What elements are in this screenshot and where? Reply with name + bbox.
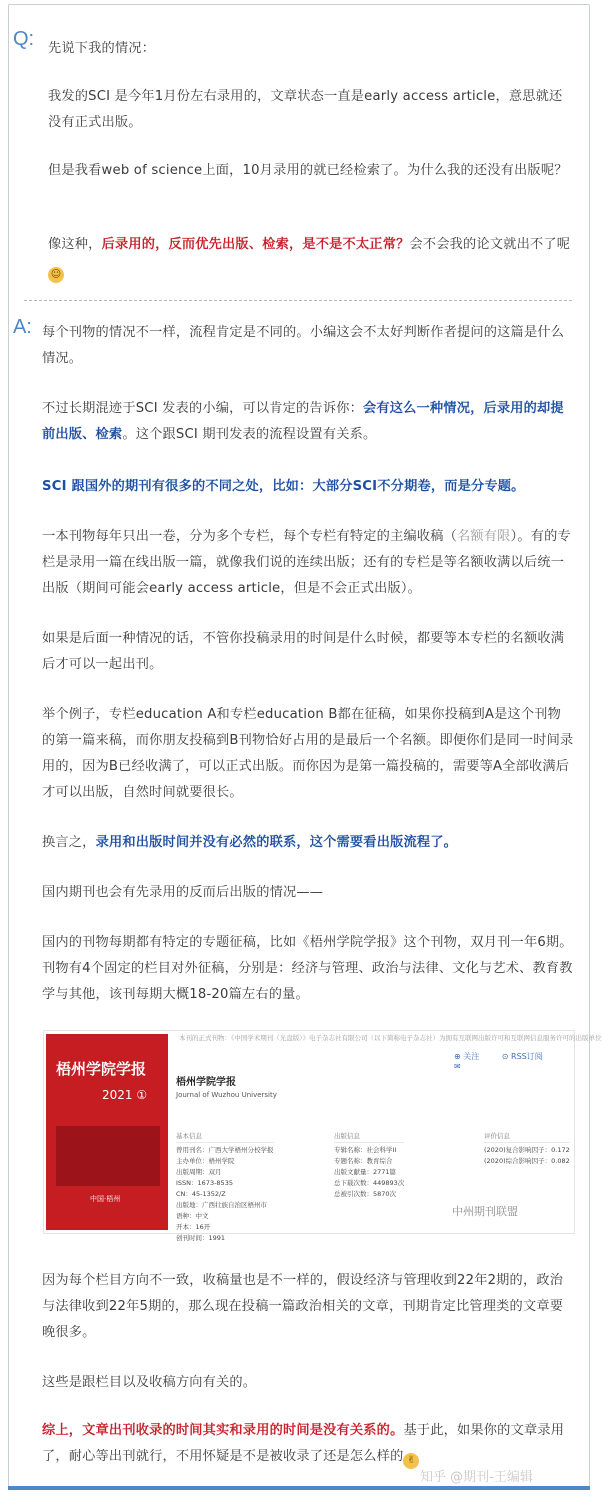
answer-paragraph-12: 综上，文章出刊收录的时间其实和录用的时间是没有关系的。基于此，如果你的文章录用了，耐心等出刊就行，不用怀疑是不是被收录了还是怎么样的 ✌: [42, 1418, 574, 1470]
journal-info-screenshot: [43, 1030, 602, 1242]
frame-bottom-bar: [8, 1486, 590, 1490]
answer-paragraph-3: SCI 跟国外的期刊有很多的不同之处，比如：大部分SCI不分期卷，而是分专题。: [42, 479, 525, 494]
cover-title: 梧州学院学报: [56, 1060, 147, 1078]
question-paragraph-1: 先说下我的情况：: [48, 41, 156, 56]
answer-paragraph-4: 一本刊物每年只出一卷，分为多个专栏，每个专栏有特定的主编收稿（名额有限）。有的专栏是录用一篇在线出版一篇，就像我们说的连续出版；还有的专栏是等名额收满以后统一出版（期间可能会early access article，但是不会正式出版）。: [42, 529, 571, 596]
answer-paragraph-9: 国内的刊物每期都有特定的专题征稿，比如《梧州学院学报》这个刊物，双月刊一年6期。刊物有4个固定的栏目对外征稿，分别是：经济与管理、政治与法律、文化与艺术、教育教学与其他，该刊每期大概18-20篇左右的量。: [42, 935, 573, 1002]
question-paragraph-2: 我发的SCI 是今年1月份左右录用的，文章状态一直是early access article，意思就还没有正式出版。: [48, 89, 563, 130]
follow-button[interactable]: ⊕ 关注: [454, 1052, 480, 1061]
answer-paragraph-1: 每个刊物的情况不一样，流程肯定是不同的。小编这会不太好判断作者提问的这篇是什么情况。: [42, 325, 565, 366]
journal-cover-image: [46, 1034, 168, 1230]
answer-paragraph-8: 国内期刊也会有先录用的反而后出版的情况——: [42, 885, 324, 900]
qa-divider: [24, 300, 572, 301]
screenshot-notice-text: 本刊的正式刊物：《中国学术期刊（光盘版）》电子杂志社有限公司（以下简称电子杂志社）为拥有互联网出版许可和互联网信息服务许可的出版单位: [179, 1034, 602, 1042]
cover-year: 2021 ①: [102, 1088, 148, 1102]
thinking-face-icon: ☺: [48, 267, 64, 283]
victory-hand-icon: ✌: [403, 1453, 419, 1469]
answer-paragraph-10: 因为每个栏目方向不一致，收稿量也是不一样的，假设经济与管理收到22年2期的，政治与法律收到22年5期的，那么现在投稿一篇政治相关的文章，刊期肯定比管理类的文章要晚很多。: [42, 1273, 564, 1340]
share-icon[interactable]: ✉: [454, 1062, 461, 1071]
answer-paragraph-2: 不过长期混迹于SCI 发表的小编，可以肯定的告诉你：会有这么一种情况，后录用的却提前出版、检索。这个跟SCI 期刊发表的流程设置有关系。: [42, 401, 564, 442]
journal-actions: [454, 1051, 574, 1071]
rss-button[interactable]: ⊙ RSS订阅: [501, 1052, 543, 1061]
cover-building-illustration: [56, 1126, 160, 1186]
journal-english-title: Journal of Wuzhou University: [176, 1091, 277, 1099]
screenshot-watermark: 中州期刊联盟: [452, 1205, 518, 1218]
basic-info-column: 基本信息 曾用刊名：广西大学梧州分校学报 主办单位：梧州学院 出版周期：双月 ISSN：1673-8535 CN：45-1352/Z 出版地：广西壮族自治区梧州市 语种：中文 开本：16开 创刊时间：1991: [176, 1132, 274, 1242]
cover-subtitle: 中国·梧州: [90, 1195, 121, 1203]
evaluation-info-column: 评价信息 (2020)复合影响因子：0.172 (2020)综合影响因子：0.082: [484, 1132, 570, 1165]
zhihu-watermark: 知乎 @期刊-王编辑: [420, 1470, 533, 1485]
answer-paragraph-7: 换言之，录用和出版时间并没有必然的联系，这个需要看出版流程了。: [42, 835, 458, 850]
journal-title: 梧州学院学报: [176, 1077, 236, 1088]
publish-info-column: 出版信息 专辑名称：社会科学II 专题名称：教育综合 出版文献量：2771篇 总下载次数：449893次 总被引次数：5870次: [334, 1132, 405, 1198]
answer-mark-label: A:: [13, 316, 32, 338]
question-paragraph-3: 但是我看web of science上面，10月录用的就已经检索了。为什么我的还没有出版呢？: [48, 163, 568, 178]
answer-paragraph-6: 举个例子，专栏education A和专栏education B都在征稿，如果你投稿到A是这个刊物的第一篇来稿，而你朋友投稿到B刊物恰好占用的是最后一个名额。即便你们是同一时间录用的，因为B已经收满了，可以正式出版。而你因为是第一篇投稿的，需要等A全部收满后才可以出版，自然时间就要很长。: [42, 707, 574, 800]
question-mark-label: Q:: [13, 28, 35, 50]
answer-paragraph-11: 这些是跟栏目以及收稿方向有关的。: [42, 1375, 257, 1390]
question-paragraph-4: 像这种，后录用的，反而优先出版、检索，是不是不太正常？会不会我的论文就出不了呢☺: [48, 232, 574, 284]
answer-paragraph-5: 如果是后面一种情况的话，不管你投稿录用的时间是什么时候，都要等本专栏的名额收满后才可以一起出刊。: [42, 631, 565, 672]
